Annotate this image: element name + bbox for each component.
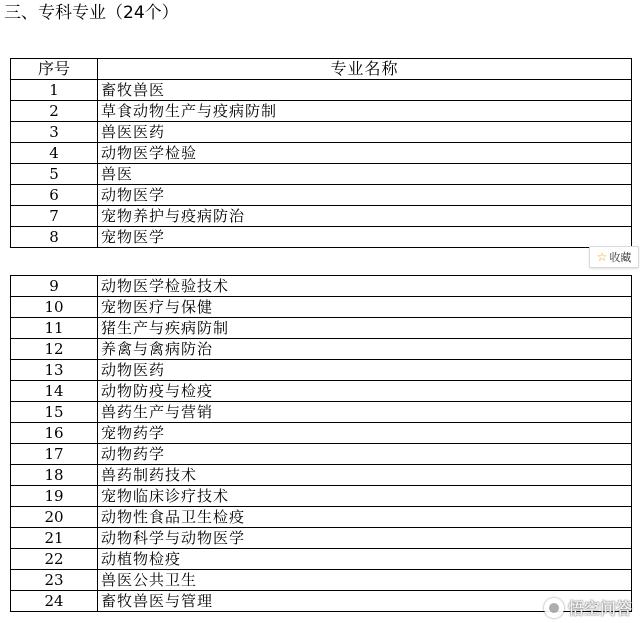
table-row: [11, 101, 632, 122]
row-major-name: 宠物药学: [98, 423, 632, 444]
table-row: [11, 465, 632, 486]
table-row: [11, 570, 632, 591]
row-number: 20: [11, 507, 98, 528]
table-row: [11, 507, 632, 528]
row-number: 24: [11, 591, 98, 612]
table-row: [11, 164, 632, 185]
row-major-name: 动物医药: [98, 360, 632, 381]
row-number: 4: [11, 143, 98, 164]
table-row: [11, 528, 632, 549]
table-row: [11, 423, 632, 444]
table-row: [11, 591, 632, 612]
row-number: 1: [11, 80, 98, 101]
row-major-name: 动物医学检验: [98, 143, 632, 164]
header-num: 序号: [11, 59, 98, 80]
row-number: 17: [11, 444, 98, 465]
table-row: [11, 318, 632, 339]
table-row: [11, 227, 632, 248]
table-row: [11, 486, 632, 507]
table-row: [11, 402, 632, 423]
header-name: 专业名称: [98, 59, 632, 80]
table-row: [11, 360, 632, 381]
row-major-name: 宠物医学: [98, 227, 632, 248]
table-row: [11, 339, 632, 360]
row-major-name: 动植物检疫: [98, 549, 632, 570]
row-number: 6: [11, 185, 98, 206]
row-major-name: 宠物临床诊疗技术: [98, 486, 632, 507]
row-major-name: 兽医公共卫生: [98, 570, 632, 591]
row-major-name: 动物药学: [98, 444, 632, 465]
row-number: 8: [11, 227, 98, 248]
row-number: 14: [11, 381, 98, 402]
table-row: [11, 185, 632, 206]
row-number: 13: [11, 360, 98, 381]
row-number: 21: [11, 528, 98, 549]
row-number: 11: [11, 318, 98, 339]
table-row: [11, 381, 632, 402]
row-major-name: 兽医医药: [98, 122, 632, 143]
favorite-label: 收藏: [609, 251, 632, 264]
table-row: [11, 297, 632, 318]
row-number: 2: [11, 101, 98, 122]
row-number: 19: [11, 486, 98, 507]
row-number: 18: [11, 465, 98, 486]
row-number: 22: [11, 549, 98, 570]
row-number: 15: [11, 402, 98, 423]
majors-table-top: [10, 58, 632, 248]
row-major-name: 兽药生产与营销: [98, 402, 632, 423]
row-number: 23: [11, 570, 98, 591]
row-major-name: 动物防疫与检疫: [98, 381, 632, 402]
table-row: [11, 549, 632, 570]
row-major-name: 草食动物生产与疫病防制: [98, 101, 632, 122]
row-number: 7: [11, 206, 98, 227]
row-number: 16: [11, 423, 98, 444]
row-number: 9: [11, 276, 98, 297]
row-major-name: 动物性食品卫生检疫: [98, 507, 632, 528]
row-major-name: 兽药制药技术: [98, 465, 632, 486]
table-row: [11, 122, 632, 143]
row-major-name: 养禽与禽病防治: [98, 339, 632, 360]
row-major-name: 猪生产与疾病防制: [98, 318, 632, 339]
row-major-name: 畜牧兽医: [98, 80, 632, 101]
table-row: [11, 206, 632, 227]
row-major-name: 宠物医疗与保健: [98, 297, 632, 318]
row-major-name: 动物医学检验技术: [98, 276, 632, 297]
table-row: [11, 276, 632, 297]
watermark-text: 悟空问答: [567, 599, 632, 618]
row-number: 5: [11, 164, 98, 185]
row-major-name: 兽医: [98, 164, 632, 185]
table-row: [11, 80, 632, 101]
star-icon: ☆: [596, 250, 608, 264]
section-heading: 三、专科专业（24个）: [4, 3, 179, 23]
row-number: 3: [11, 122, 98, 143]
table-header-row: [11, 59, 632, 80]
favorite-button[interactable]: [589, 246, 639, 268]
row-major-name: 宠物养护与疫病防治: [98, 206, 632, 227]
row-number: 10: [11, 297, 98, 318]
table-row: [11, 444, 632, 465]
row-major-name: 动物医学: [98, 185, 632, 206]
row-major-name: 畜牧兽医与管理: [98, 591, 632, 612]
majors-table-bottom: [10, 275, 632, 612]
row-number: 12: [11, 339, 98, 360]
row-major-name: 动物科学与动物医学: [98, 528, 632, 549]
table-row: [11, 143, 632, 164]
